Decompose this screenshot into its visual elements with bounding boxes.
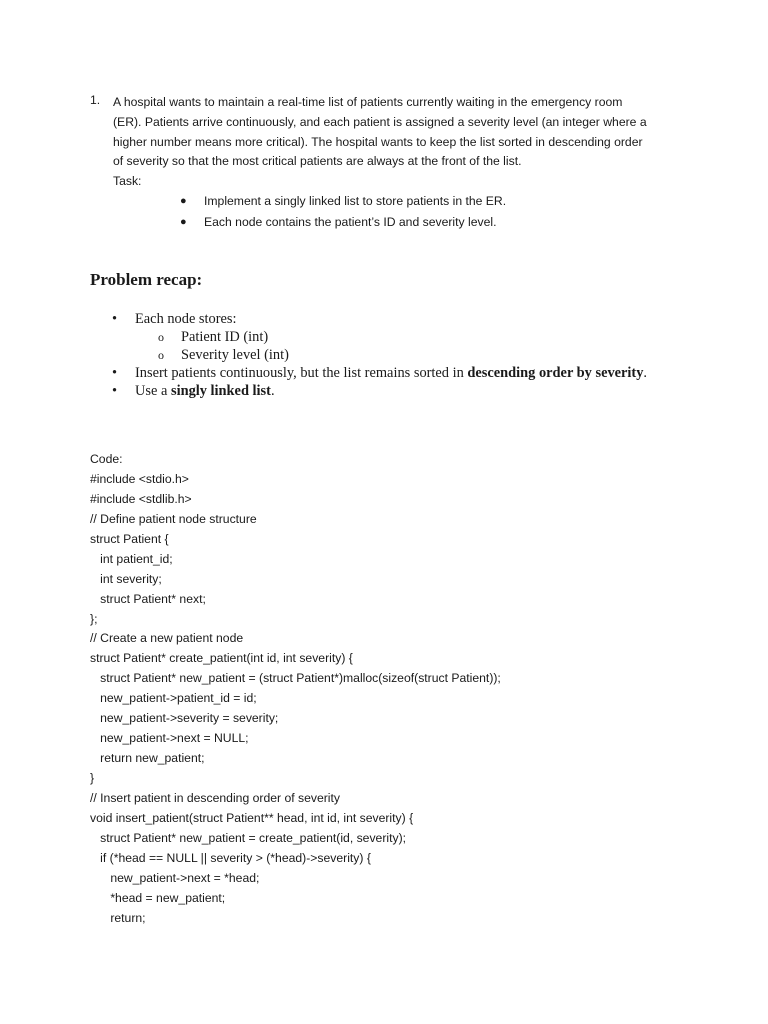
code-line: struct Patient* next; [90,591,206,606]
bullet-icon: • [112,383,118,399]
code-line: struct Patient* create_patient(int id, int severity) { [90,651,353,666]
code-line: int severity; [90,571,162,586]
bullet-icon: ● [180,216,187,228]
question-line: (ER). Patients arrive continuously, and each patient is assigned a severity level (an integer where a [113,114,647,129]
question-text [113,93,647,192]
code-line: new_patient->patient_id = id; [90,691,257,706]
code-block [90,450,501,929]
code-line: // Define patient node structure [90,511,257,526]
task-bullet-list [180,191,506,233]
code-line: new_patient->next = NULL; [90,731,249,746]
code-line: int patient_id; [90,551,173,566]
task-label: Task: [113,174,142,189]
task-bullet: ● Implement a singly linked list to store patients in the ER. [180,191,506,212]
task-bullet: ● Each node contains the patient’s ID and severity level. [180,212,506,233]
code-line: return new_patient; [90,751,205,766]
code-line: new_patient->next = *head; [90,870,260,885]
code-line: struct Patient { [90,531,169,546]
code-line: // Create a new patient node [90,631,244,646]
code-line: if (*head == NULL || severity > (*head)->severity) { [90,850,371,865]
circle-bullet-icon: o [158,330,164,344]
code-line: *head = new_patient; [90,890,226,905]
code-line: #include <stdio.h> [90,471,189,486]
bullet-icon: • [112,311,118,327]
code-line: #include <stdlib.h> [90,491,192,506]
code-label: Code: [90,452,123,466]
code-line: new_patient->severity = severity; [90,711,279,726]
question-line: A hospital wants to maintain a real-time list of patients currently waiting in the emergency room [113,95,623,109]
code-line: struct Patient* new_patient = (struct Patient*)malloc(sizeof(struct Patient)); [90,671,501,686]
question-line: of severity so that the most critical patients are always at the front of the list. [113,154,522,169]
bullet-icon: ● [180,195,187,207]
code-line: struct Patient* new_patient = create_patient(id, severity); [90,830,407,845]
code-line: }; [90,611,98,626]
question-number: 1. [90,93,101,107]
code-line: return; [90,910,146,925]
recap-heading: Problem recap: [90,270,203,289]
code-line: // Insert patient in descending order of severity [90,790,340,805]
code-line: void insert_patient(struct Patient** head, int id, int severity) { [90,810,414,825]
question-line: higher number means more critical). The hospital wants to keep the list sorted in descending order [113,134,643,149]
circle-bullet-icon: o [158,348,164,362]
bullet-icon: • [112,365,118,381]
code-line: } [90,771,95,785]
